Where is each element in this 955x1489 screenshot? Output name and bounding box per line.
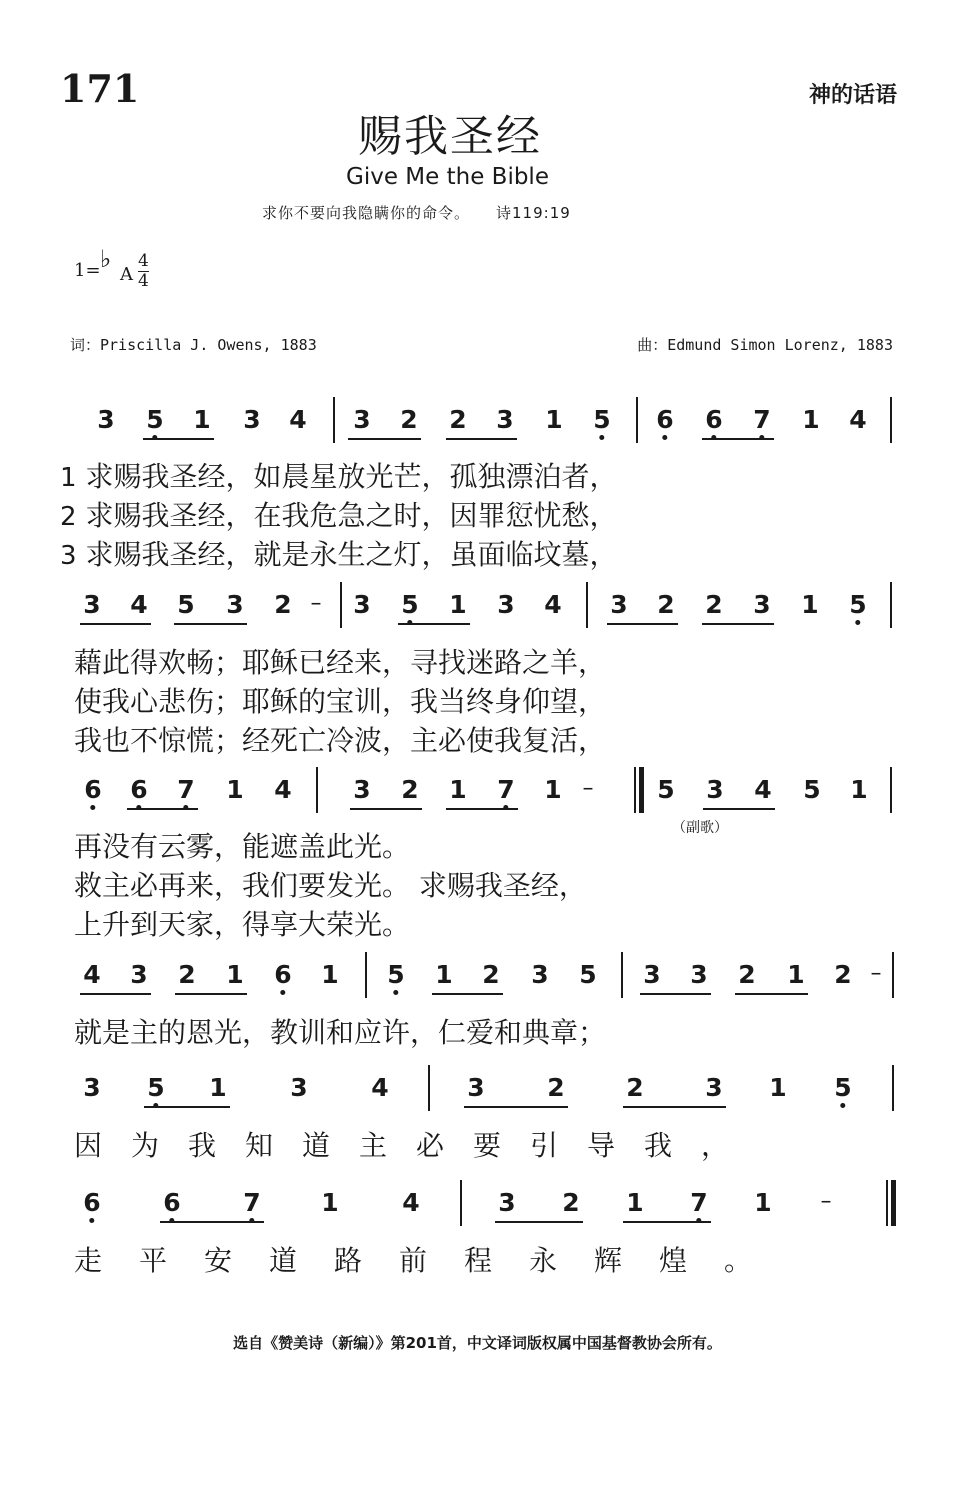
note: 6 [656,405,673,434]
note: 3 [705,1073,723,1102]
hymn-number: 171 [60,66,140,111]
bar-line [333,397,335,443]
bar-line [428,1065,430,1111]
note: 3 [83,1073,101,1102]
bar-line [340,582,342,628]
lyric-line [60,494,617,534]
beam [464,1106,568,1108]
note: 5 [387,960,404,989]
beam [702,623,774,625]
beam [607,623,678,625]
double-bar-thick [891,1180,896,1226]
note: 5 [849,590,866,619]
beam [495,1221,583,1223]
key-signature [74,245,149,291]
note: 3 [130,960,148,989]
beam [398,623,470,625]
note: 6 [83,1188,100,1217]
lyric-line: 上升到天家，得享大荣光。 [74,908,411,941]
note: 1 [449,775,467,804]
note: 2 [834,960,852,989]
low-octave-dot [91,805,96,810]
low-octave-dot [856,620,861,625]
note: 3 [531,960,549,989]
note: 1 [226,775,244,804]
footer-note: 选自《赞美诗（新编）》第201首，中文译词版权属中国基督教协会所有。 [233,1334,722,1352]
beam [160,1221,264,1223]
note: 7 [497,775,514,804]
note: 3 [496,405,514,434]
low-octave-dot [90,1218,95,1223]
note: 5 [657,775,675,804]
note: 1 [321,960,339,989]
time-signature-bottom: 4 [138,271,149,291]
beam [80,993,151,995]
note: 1 [193,405,211,434]
note: 1 [449,590,467,619]
note: 5 [401,590,418,619]
note: 2 [626,1073,644,1102]
lyricist-credit: 词：Priscilla J. Owens, 1883 [70,336,317,354]
scripture-ref: 诗119:19 [496,204,571,222]
note: 1 [754,1188,772,1217]
chorus-label: （副歌） [672,820,728,836]
note: 2 [657,590,675,619]
note: 3 [498,1188,516,1217]
note: 4 [849,405,867,434]
lyric-line [60,533,617,573]
verse-number: 2 [60,502,77,532]
note: 5 [593,405,610,434]
beam [702,438,774,440]
verse-number: 3 [60,541,77,571]
note: 1 [850,775,868,804]
note: 1 [226,960,244,989]
bar-line [365,952,367,998]
note: 2 [562,1188,580,1217]
note: 4 [754,775,772,804]
note: 5 [579,960,597,989]
lyric-line: 再没有云雾，能遮盖此光。 [74,830,411,863]
lyric-text: 求赐我圣经，就是永生之灯，虽面临坟墓， [85,538,618,571]
low-octave-dot [663,435,668,440]
note: 2 [547,1073,565,1102]
lyric-line: 因为我知道主必要引导我， [74,1129,759,1162]
note: 1 [787,960,805,989]
note: 1 [769,1073,787,1102]
note: 2 [449,405,467,434]
beam [174,623,247,625]
note: 3 [467,1073,485,1102]
note: 3 [290,1073,308,1102]
hold-dash: – [820,1189,832,1214]
note: 3 [97,405,115,434]
note: 4 [83,960,101,989]
lyric-line: 我也不惊慌；经死亡冷波，主必使我复活， [74,724,607,757]
hymn-title: 赐我圣经 [358,111,542,162]
note: 6 [705,405,722,434]
scripture-verse [262,202,571,223]
note: 6 [84,775,101,804]
beam [350,808,422,810]
bar-line [892,1065,894,1111]
note: 1 [626,1188,644,1217]
beam [127,808,198,810]
note: 1 [545,405,563,434]
hold-dash: – [870,961,882,986]
beam [623,1106,726,1108]
lyric-line: 使我心悲伤；耶稣的宝训，我当终身仰望， [74,685,607,718]
note: 5 [834,1073,851,1102]
lyric-line: 走平安道路前程永辉煌。 [74,1244,790,1277]
bar-line [892,952,894,998]
verse-number: 1 [60,463,77,493]
note: 5 [146,405,163,434]
note: 2 [274,590,292,619]
section-title: 神的话语 [808,82,897,108]
note: 5 [177,590,195,619]
hold-dash: – [582,776,594,801]
note: 6 [163,1188,180,1217]
time-signature [138,252,149,291]
beam [623,1221,711,1223]
beam [348,438,421,440]
key-prefix: 1= [74,260,101,281]
double-bar-thin [886,1180,888,1226]
low-octave-dot [841,1103,846,1108]
lyric-line: 藉此得欢畅；耶稣已经来，寻找迷路之羊， [74,646,607,679]
note: 2 [400,405,418,434]
beam [143,438,214,440]
bar-line [316,767,318,813]
beam [432,993,503,995]
note: 7 [753,405,770,434]
double-bar-thick [639,767,644,813]
note: 4 [544,590,562,619]
note: 1 [209,1073,227,1102]
note: 1 [544,775,562,804]
note: 2 [482,960,500,989]
hold-dash: – [310,591,322,616]
low-octave-dot [600,435,605,440]
low-octave-dot [394,990,399,995]
beam [735,993,808,995]
note: 7 [177,775,194,804]
beam [446,438,517,440]
note: 3 [353,775,371,804]
note: 1 [321,1188,339,1217]
double-bar-thin [634,767,636,813]
note: 3 [83,590,101,619]
note: 6 [130,775,147,804]
flat-sign: ♭ [100,245,112,273]
bar-line [460,1180,462,1226]
note: 4 [289,405,307,434]
composer-credit: 曲：Edmund Simon Lorenz, 1883 [637,336,893,354]
bar-line [890,767,892,813]
note: 3 [353,405,371,434]
note: 4 [371,1073,389,1102]
time-signature-top: 4 [138,251,149,271]
note: 2 [705,590,723,619]
note: 2 [401,775,419,804]
beam [446,808,518,810]
bar-line [636,397,638,443]
lyric-line [60,455,617,495]
note: 7 [243,1188,260,1217]
note: 5 [147,1073,164,1102]
english-title: Give Me the Bible [346,164,549,190]
note: 3 [353,590,371,619]
note: 6 [274,960,291,989]
bar-line [890,397,892,443]
note: 3 [753,590,771,619]
note: 4 [402,1188,420,1217]
beam [703,808,775,810]
note: 3 [643,960,661,989]
bar-line [586,582,588,628]
note: 3 [497,590,515,619]
lyric-text: 求赐我圣经，如晨星放光芒，孤独漂泊者， [85,460,618,493]
note: 4 [274,775,292,804]
note: 1 [435,960,453,989]
beam [80,623,151,625]
note: 2 [738,960,756,989]
key-letter: A [120,264,133,285]
low-octave-dot [281,990,286,995]
note: 1 [802,405,820,434]
note: 3 [610,590,628,619]
note: 3 [706,775,724,804]
lyric-line: 就是主的恩光，教训和应许，仁爱和典章； [74,1016,607,1049]
note: 3 [243,405,261,434]
beam [640,993,711,995]
note: 2 [178,960,196,989]
bar-line [890,582,892,628]
note: 4 [130,590,148,619]
bar-line [621,952,623,998]
lyric-line: 救主必再来，我们要发光。 求赐我圣经， [74,869,587,902]
beam [144,1106,230,1108]
note: 3 [690,960,708,989]
note: 7 [690,1188,707,1217]
scripture-text: 求你不要向我隐瞒你的命令。 [262,204,471,222]
beam [175,993,247,995]
note: 3 [226,590,244,619]
note: 1 [801,590,819,619]
note: 5 [803,775,821,804]
lyric-text: 求赐我圣经，在我危急之时，因罪愆忧愁， [85,499,618,532]
